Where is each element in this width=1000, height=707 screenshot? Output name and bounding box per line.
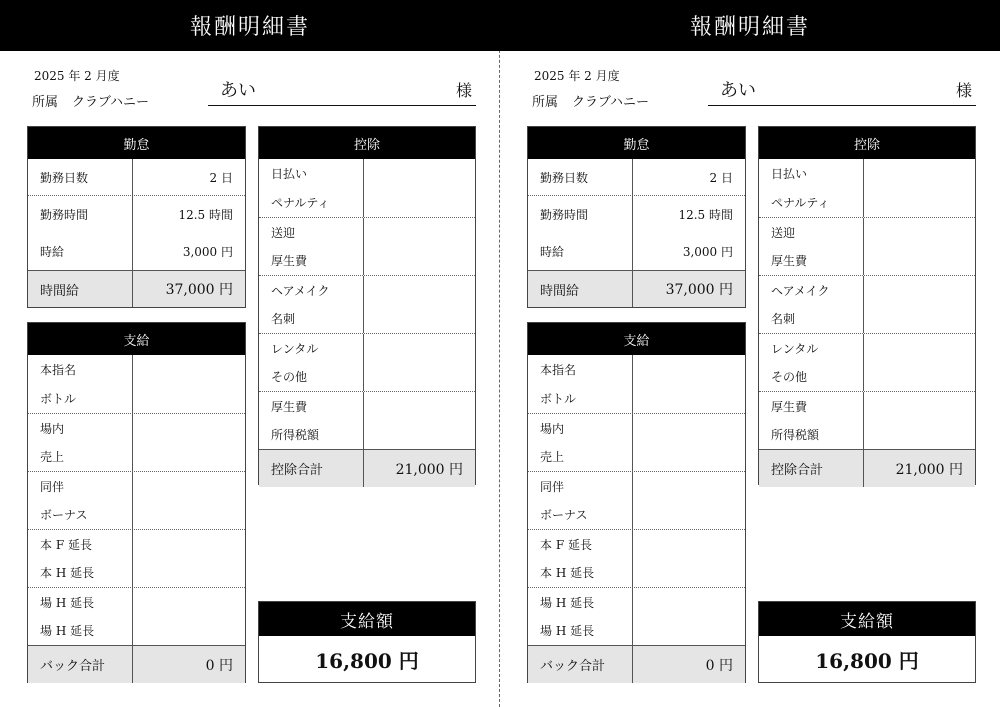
line-item-row	[528, 355, 745, 384]
line-item-row	[528, 384, 745, 413]
line-item-value	[133, 500, 245, 529]
line-item-row	[528, 442, 745, 471]
honorific: 様	[455, 81, 472, 100]
line-item-label: ボトル	[28, 384, 133, 413]
attendance-title: 勤怠	[528, 127, 745, 159]
attendance-row: 時給 3,000 円	[28, 233, 245, 270]
line-item-row	[759, 391, 975, 420]
line-item-row	[759, 217, 975, 246]
attendance-row: 勤務日数 2 日	[28, 159, 245, 195]
line-item-label: 名刺	[759, 304, 864, 333]
line-item-row	[28, 413, 245, 442]
line-item-value	[364, 392, 475, 420]
line-item-label: ボトル	[528, 384, 633, 413]
line-item-value	[133, 384, 245, 413]
line-item-label: 場内	[528, 414, 633, 442]
line-item-row	[28, 471, 245, 500]
attendance-total-row: 時間給 37,000 円	[528, 270, 745, 307]
line-item-row	[28, 500, 245, 529]
deduction-title: 控除	[259, 127, 475, 159]
recipient-name: あい	[720, 80, 756, 101]
line-item-row	[259, 420, 475, 449]
attendance-total-row: 時間給 37,000 円	[28, 270, 245, 307]
pay-period: 2025 年 2 月度	[534, 69, 620, 83]
payment-title: 支給	[28, 323, 245, 355]
line-item-row	[759, 246, 975, 275]
line-item-row	[28, 384, 245, 413]
recipient-name: あい	[220, 80, 256, 101]
line-item-label: 厚生費	[259, 392, 364, 420]
line-item-label: 厚生費	[759, 246, 864, 275]
deduction-total-row: 控除合計 21,000 円	[759, 449, 975, 487]
line-item-value	[364, 246, 475, 275]
deduction-rows	[759, 159, 975, 449]
line-item-value	[864, 304, 975, 333]
pay-slip-right	[500, 0, 1000, 707]
line-item-value	[133, 530, 245, 558]
line-item-row	[259, 188, 475, 217]
recipient-name-field	[208, 70, 476, 106]
line-item-label: ボーナス	[528, 500, 633, 529]
line-item-value	[864, 188, 975, 217]
line-item-label: レンタル	[759, 334, 864, 362]
line-item-value	[864, 276, 975, 304]
line-item-row	[528, 500, 745, 529]
net-pay-box	[758, 601, 976, 683]
line-item-row	[759, 188, 975, 217]
honorific: 様	[955, 81, 972, 100]
payment-rows	[528, 355, 745, 645]
affiliation-label: 所属	[532, 95, 559, 110]
line-item-label: 同伴	[28, 472, 133, 500]
line-item-label: 場 H 延長	[528, 616, 633, 645]
line-item-value	[133, 414, 245, 442]
net-pay-title: 支給額	[259, 602, 475, 636]
line-item-value	[633, 472, 745, 500]
line-item-value	[133, 355, 245, 384]
line-item-value	[364, 218, 475, 246]
line-item-value	[364, 188, 475, 217]
line-item-value	[633, 530, 745, 558]
line-item-label: 送迎	[259, 218, 364, 246]
affiliation-value: クラブハニー	[572, 95, 649, 110]
line-item-row	[528, 471, 745, 500]
line-item-value	[364, 334, 475, 362]
payment-total-row: バック合計 0 円	[28, 645, 245, 683]
line-item-value	[133, 472, 245, 500]
line-item-label: 場 H 延長	[28, 588, 133, 616]
line-item-label: 本指名	[528, 355, 633, 384]
line-item-row	[528, 529, 745, 558]
line-item-row	[259, 333, 475, 362]
line-item-label: ヘアメイク	[759, 276, 864, 304]
line-item-row	[28, 529, 245, 558]
attendance-row: 勤務日数 2 日	[528, 159, 745, 195]
line-item-label: 本指名	[28, 355, 133, 384]
affiliation	[532, 91, 649, 110]
line-item-label: 本 H 延長	[28, 558, 133, 587]
net-pay-box	[258, 601, 476, 683]
line-item-value	[633, 588, 745, 616]
line-item-label: 本 H 延長	[528, 558, 633, 587]
line-item-label: 同伴	[528, 472, 633, 500]
line-item-row	[259, 246, 475, 275]
line-item-value	[864, 218, 975, 246]
attendance-row: 勤務時間 12.5 時間	[528, 195, 745, 233]
line-item-label: 売上	[28, 442, 133, 471]
line-item-label: その他	[759, 362, 864, 391]
line-item-label: ヘアメイク	[259, 276, 364, 304]
payment-box	[27, 322, 246, 683]
line-item-label: 本 F 延長	[528, 530, 633, 558]
line-item-label: 場内	[28, 414, 133, 442]
line-item-row	[259, 275, 475, 304]
line-item-row	[759, 333, 975, 362]
line-item-row	[759, 275, 975, 304]
line-item-value	[133, 588, 245, 616]
payment-title: 支給	[528, 323, 745, 355]
line-item-row	[759, 420, 975, 449]
line-item-label: 日払い	[759, 159, 864, 188]
line-item-row	[28, 587, 245, 616]
slip-title: 報酬明細書	[500, 0, 1000, 51]
line-item-row	[28, 616, 245, 645]
line-item-label: 売上	[528, 442, 633, 471]
line-item-row	[528, 616, 745, 645]
line-item-value	[864, 420, 975, 449]
line-item-value	[364, 159, 475, 188]
line-item-label: ペナルティ	[259, 188, 364, 217]
attendance-row: 勤務時間 12.5 時間	[28, 195, 245, 233]
line-item-label: 場 H 延長	[28, 616, 133, 645]
line-item-value	[133, 616, 245, 645]
affiliation	[32, 91, 149, 110]
attendance-row: 時給 3,000 円	[528, 233, 745, 270]
line-item-row	[759, 304, 975, 333]
line-item-label: その他	[259, 362, 364, 391]
line-item-row	[528, 587, 745, 616]
line-item-row	[759, 362, 975, 391]
line-item-value	[364, 420, 475, 449]
line-item-value	[864, 246, 975, 275]
line-item-value	[633, 558, 745, 587]
deduction-box	[258, 126, 476, 485]
attendance-box	[27, 126, 246, 308]
attendance-title: 勤怠	[28, 127, 245, 159]
deduction-rows	[259, 159, 475, 449]
line-item-row	[259, 304, 475, 333]
line-item-row	[259, 217, 475, 246]
payment-box	[527, 322, 746, 683]
deduction-total-row: 控除合計 21,000 円	[259, 449, 475, 487]
line-item-row	[528, 558, 745, 587]
deduction-title: 控除	[759, 127, 975, 159]
payment-rows	[28, 355, 245, 645]
affiliation-label: 所属	[32, 95, 59, 110]
line-item-row	[759, 159, 975, 188]
line-item-label: 日払い	[259, 159, 364, 188]
line-item-label: 名刺	[259, 304, 364, 333]
line-item-label: レンタル	[259, 334, 364, 362]
line-item-label: 送迎	[759, 218, 864, 246]
line-item-value	[864, 362, 975, 391]
line-item-row	[28, 355, 245, 384]
line-item-label: ボーナス	[28, 500, 133, 529]
line-item-value	[364, 304, 475, 333]
line-item-label: 所得税額	[259, 420, 364, 449]
net-pay-title: 支給額	[759, 602, 975, 636]
line-item-value	[864, 334, 975, 362]
line-item-value	[864, 159, 975, 188]
slip-title: 報酬明細書	[0, 0, 500, 51]
net-pay-amount: 16,800 円	[315, 648, 419, 673]
line-item-row	[28, 442, 245, 471]
line-item-row	[259, 391, 475, 420]
recipient-name-field	[708, 70, 976, 106]
line-item-value	[633, 414, 745, 442]
line-item-value	[133, 558, 245, 587]
deduction-box	[758, 126, 976, 485]
line-item-value	[633, 442, 745, 471]
line-item-row	[28, 558, 245, 587]
line-item-row	[259, 362, 475, 391]
line-item-value	[633, 500, 745, 529]
line-item-value	[133, 442, 245, 471]
line-item-label: 所得税額	[759, 420, 864, 449]
attendance-box	[527, 126, 746, 308]
net-pay-amount: 16,800 円	[815, 648, 919, 673]
line-item-label: ペナルティ	[759, 188, 864, 217]
line-item-row	[528, 413, 745, 442]
line-item-label: 厚生費	[259, 246, 364, 275]
line-item-value	[633, 355, 745, 384]
line-item-value	[364, 362, 475, 391]
line-item-row	[259, 159, 475, 188]
line-item-value	[364, 276, 475, 304]
payment-total-row: バック合計 0 円	[528, 645, 745, 683]
affiliation-value: クラブハニー	[72, 95, 149, 110]
line-item-label: 厚生費	[759, 392, 864, 420]
line-item-label: 本 F 延長	[28, 530, 133, 558]
pay-period: 2025 年 2 月度	[34, 69, 120, 83]
line-item-value	[864, 392, 975, 420]
line-item-value	[633, 616, 745, 645]
line-item-label: 場 H 延長	[528, 588, 633, 616]
line-item-value	[633, 384, 745, 413]
